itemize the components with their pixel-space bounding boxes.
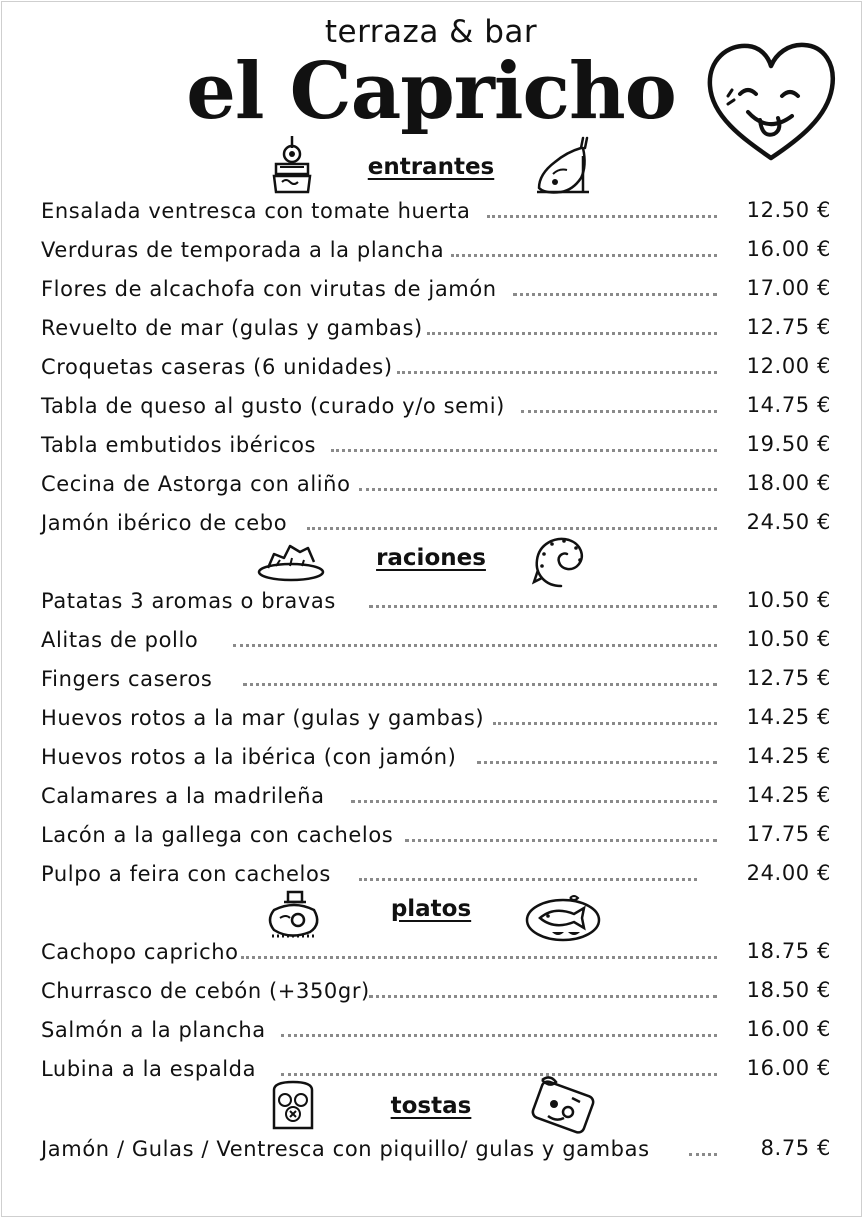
item-price: 12.00 € xyxy=(746,354,831,378)
list-item xyxy=(41,1132,831,1166)
list-item xyxy=(41,194,831,228)
restaurant-subtitle: terraza & bar xyxy=(324,14,538,50)
item-name: Lubina a la espalda xyxy=(41,1057,257,1081)
item-name: Huevos rotos a la mar (gulas y gambas) xyxy=(41,706,485,730)
section-title-raciones: raciones xyxy=(376,545,486,571)
item-price: 14.25 € xyxy=(746,744,831,768)
item-price: 14.25 € xyxy=(746,705,831,729)
toast-icon xyxy=(268,1080,318,1132)
dot-leader xyxy=(369,995,717,1002)
item-name: Ensalada ventresca con tomate huerta xyxy=(41,199,471,223)
list-item xyxy=(41,818,831,852)
dot-leader xyxy=(281,1073,717,1080)
octopus-icon xyxy=(530,530,592,592)
list-item xyxy=(41,857,831,891)
item-name: Pulpo a feira con cachelos xyxy=(41,862,331,886)
item-price: 24.50 € xyxy=(746,510,831,534)
dot-leader xyxy=(331,449,717,456)
list-item xyxy=(41,1052,831,1086)
item-price: 14.75 € xyxy=(746,393,831,417)
list-item xyxy=(41,428,831,462)
list-item xyxy=(41,1013,831,1047)
item-name: Jamón / Gulas / Ventresca con piquillo/ gulas y gambas xyxy=(41,1137,650,1161)
item-price: 14.25 € xyxy=(746,783,831,807)
item-price: 18.00 € xyxy=(746,471,831,495)
dot-leader xyxy=(477,761,717,768)
dot-leader xyxy=(369,605,717,612)
dot-leader xyxy=(233,644,717,651)
list-item xyxy=(41,311,831,345)
dot-leader xyxy=(405,839,717,846)
item-name: Verduras de temporada a la plancha xyxy=(41,238,445,262)
item-name: Revuelto de mar (gulas y gambas) xyxy=(41,316,423,340)
item-price: 12.75 € xyxy=(746,666,831,690)
item-price: 8.75 € xyxy=(760,1136,831,1160)
section-title-entrantes: entrantes xyxy=(367,154,495,180)
item-price: 17.75 € xyxy=(746,822,831,846)
list-item xyxy=(41,740,831,774)
heart-face-logo-icon xyxy=(702,38,840,166)
plate-of-food-icon xyxy=(256,538,326,584)
dot-leader xyxy=(307,527,717,534)
item-price: 10.50 € xyxy=(746,627,831,651)
item-name: Patatas 3 aromas o bravas xyxy=(41,589,336,613)
list-item xyxy=(41,701,831,735)
list-item xyxy=(41,350,831,384)
item-name: Salmón a la plancha xyxy=(41,1018,266,1042)
item-name: Cachopo capricho xyxy=(41,940,239,964)
item-price: 10.50 € xyxy=(746,588,831,612)
item-price: 24.00 € xyxy=(746,861,831,885)
dot-leader xyxy=(493,722,717,729)
list-item xyxy=(41,974,831,1008)
item-price: 19.50 € xyxy=(746,432,831,456)
list-item xyxy=(41,233,831,267)
list-item xyxy=(41,389,831,423)
item-name: Fingers caseros xyxy=(41,667,213,691)
dot-leader xyxy=(521,410,717,417)
list-item xyxy=(41,779,831,813)
section-title-platos: platos xyxy=(390,896,472,922)
item-price: 18.50 € xyxy=(746,978,831,1002)
dot-leader xyxy=(243,683,717,690)
dot-leader xyxy=(487,215,717,222)
dot-leader xyxy=(351,800,717,807)
item-name: Alitas de pollo xyxy=(41,628,199,652)
dot-leader xyxy=(359,488,717,495)
item-name: Jamón ibérico de cebo xyxy=(41,511,288,535)
item-name: Lacón a la gallega con cachelos xyxy=(41,823,394,847)
item-price: 16.00 € xyxy=(746,1017,831,1041)
dot-leader xyxy=(241,956,717,963)
list-item xyxy=(41,272,831,306)
dot-leader xyxy=(513,293,717,300)
skewer-tapa-icon xyxy=(268,134,316,196)
item-price: 12.75 € xyxy=(746,315,831,339)
dot-leader xyxy=(427,332,717,339)
dot-leader xyxy=(397,371,717,378)
item-name: Croquetas caseras (6 unidades) xyxy=(41,355,393,379)
restaurant-title: el Capricho xyxy=(186,46,676,137)
item-name: Churrasco de cebón (+350gr) xyxy=(41,979,370,1003)
item-name: Calamares a la madrileña xyxy=(41,784,325,808)
item-price: 17.00 € xyxy=(746,276,831,300)
item-price: 16.00 € xyxy=(746,1056,831,1080)
item-price: 18.75 € xyxy=(746,939,831,963)
dot-leader xyxy=(359,878,697,885)
item-price: 12.50 € xyxy=(746,198,831,222)
list-item xyxy=(41,935,831,969)
dot-leader xyxy=(451,254,717,261)
item-price: 16.00 € xyxy=(746,237,831,261)
list-item xyxy=(41,584,831,618)
ham-leg-icon xyxy=(533,134,593,196)
item-name: Huevos rotos a la ibérica (con jamón) xyxy=(41,745,457,769)
dot-leader xyxy=(281,1034,717,1041)
list-item xyxy=(41,623,831,657)
item-name: Cecina de Astorga con aliño xyxy=(41,472,351,496)
section-title-tostas: tostas xyxy=(390,1093,472,1119)
item-name: Tabla embutidos ibéricos xyxy=(41,433,317,457)
list-item xyxy=(41,662,831,696)
list-item xyxy=(41,506,831,540)
list-item xyxy=(41,467,831,501)
dot-leader xyxy=(689,1153,717,1160)
toast-board-icon xyxy=(526,1074,596,1136)
item-name: Flores de alcachofa con virutas de jamón xyxy=(41,277,497,301)
item-name: Tabla de queso al gusto (curado y/o semi) xyxy=(41,394,505,418)
